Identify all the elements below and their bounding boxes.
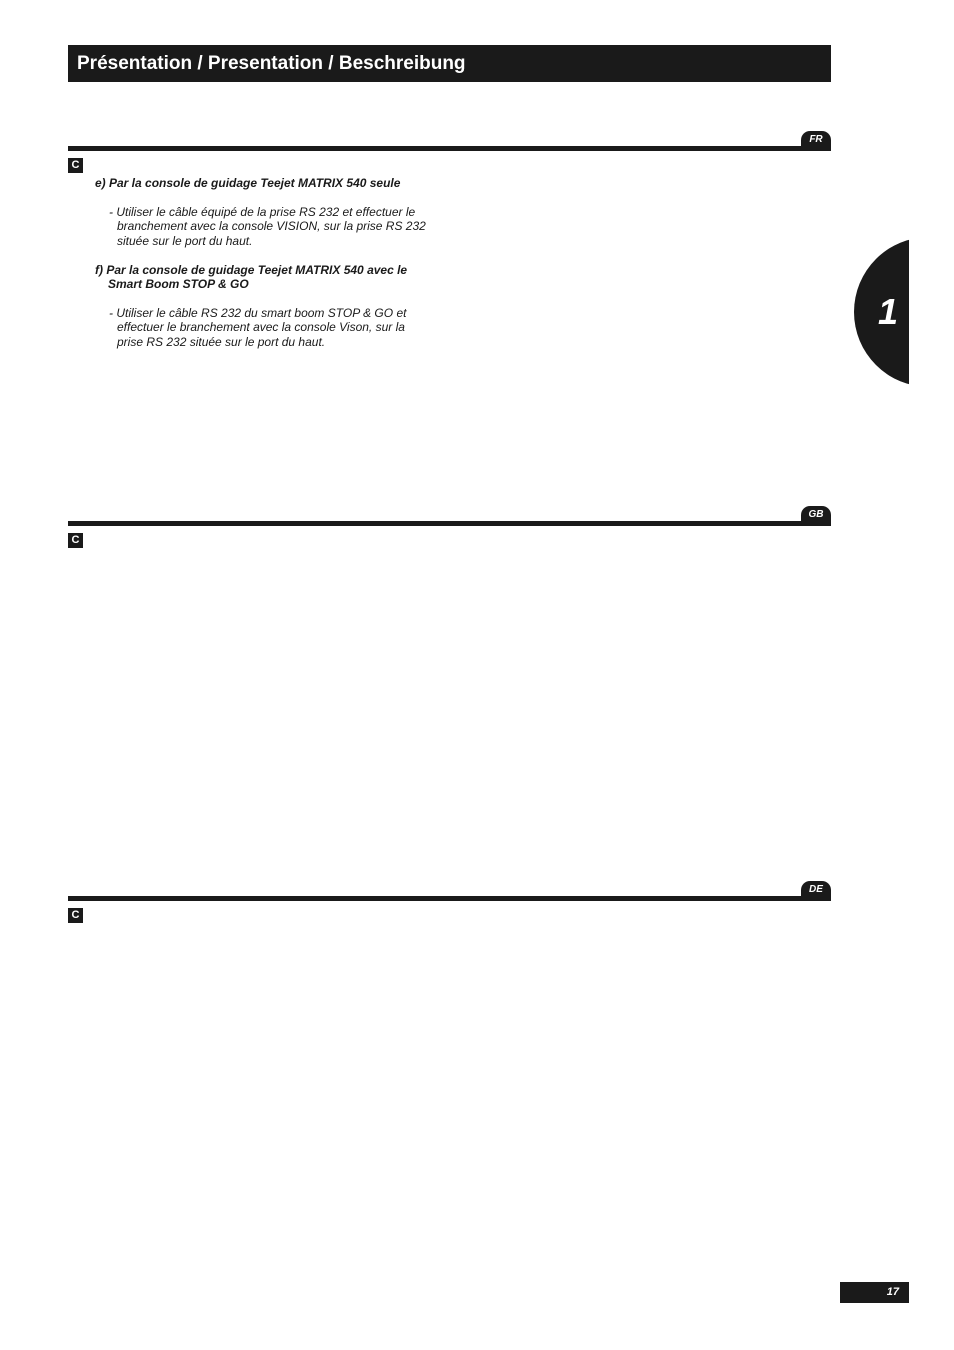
section-marker-fr: C <box>68 158 83 173</box>
item-e-line-2: branchement avec la console VISION, sur la prise RS 232 <box>117 219 426 233</box>
section-divider-gb <box>68 521 831 526</box>
section-marker-de: C <box>68 908 83 923</box>
item-f-line-1: - Utiliser le câble RS 232 du smart boom STOP & GO et <box>109 306 407 320</box>
language-tab-de: DE <box>801 881 831 899</box>
item-e-line-3: située sur le port du haut. <box>117 234 253 248</box>
item-f-heading-line-2: Smart Boom STOP & GO <box>108 277 249 291</box>
item-e-line-1: - Utiliser le câble équipé de la prise RS 232 et effectuer le <box>109 205 416 219</box>
section-marker-gb: C <box>68 533 83 548</box>
section-divider-fr <box>68 146 831 151</box>
item-f-heading-line-1: f) Par la console de guidage Teejet MATRIX 540 avec le <box>95 263 408 277</box>
page-header-title: Présentation / Presentation / Beschreibung <box>68 45 831 82</box>
page-number: 17 <box>840 1282 909 1303</box>
item-f-line-3: prise RS 232 située sur le port du haut. <box>117 335 326 349</box>
language-tab-fr: FR <box>801 131 831 149</box>
language-tab-gb: GB <box>801 506 831 524</box>
chapter-tab-edge <box>909 200 954 430</box>
item-f-line-2: effectuer le branchement avec la console Vison, sur la <box>117 320 405 334</box>
section-divider-de <box>68 896 831 901</box>
chapter-number: 1 <box>877 291 899 332</box>
item-e-heading: e) Par la console de guidage Teejet MATRIX 540 seule <box>95 176 401 190</box>
